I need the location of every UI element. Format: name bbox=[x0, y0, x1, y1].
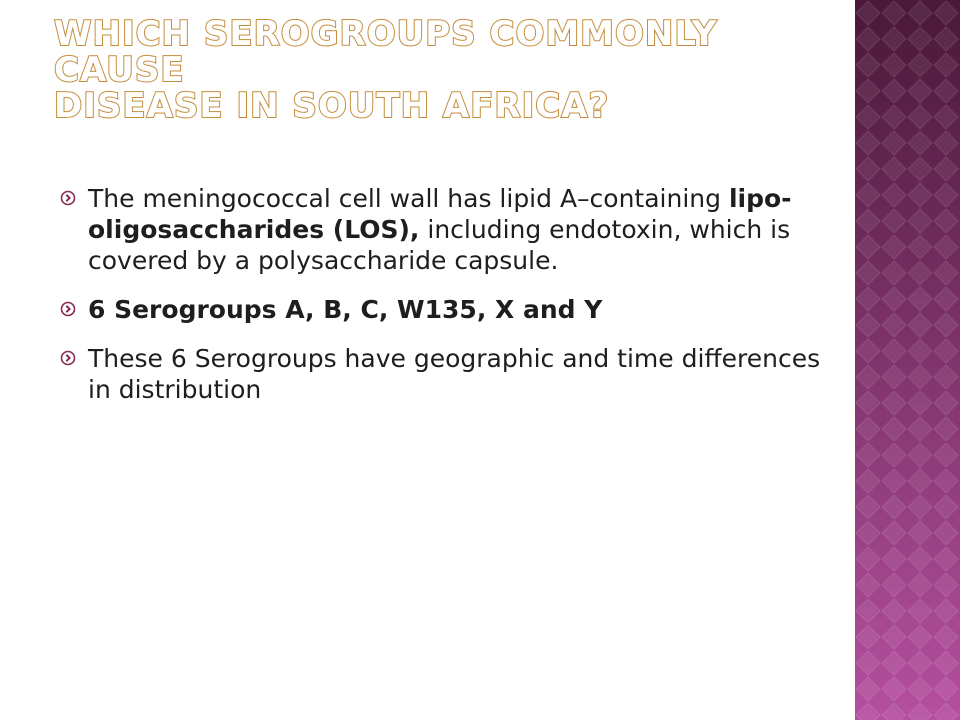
title-line-2: DISEASE IN SOUTH AFRICA? bbox=[54, 86, 610, 126]
bullet-item bbox=[60, 294, 830, 325]
circled-chevron-icon bbox=[60, 190, 76, 206]
slide-title bbox=[54, 16, 834, 124]
title-line-1: WHICH SEROGROUPS COMMONLY CAUSE bbox=[54, 14, 718, 90]
bullet-item bbox=[60, 183, 830, 276]
circled-chevron-icon bbox=[60, 301, 76, 317]
circled-chevron-icon bbox=[60, 350, 76, 366]
bullet-item bbox=[60, 343, 830, 405]
side-decor-panel bbox=[855, 0, 960, 720]
bullet-text-bold: lipo-oligosaccharides (LOS), bbox=[88, 184, 792, 244]
bullet-list bbox=[60, 183, 830, 423]
bullet-text: These 6 Serogroups have geographic and time differences in distribution bbox=[88, 344, 821, 404]
bullet-text: The meningococcal cell wall has lipid A–containing bbox=[88, 184, 729, 213]
bullet-text: including endotoxin, which is covered by a polysaccharide capsule. bbox=[88, 215, 791, 275]
bullet-text-bold: 6 Serogroups A, B, C, W135, X and Y bbox=[88, 295, 603, 324]
